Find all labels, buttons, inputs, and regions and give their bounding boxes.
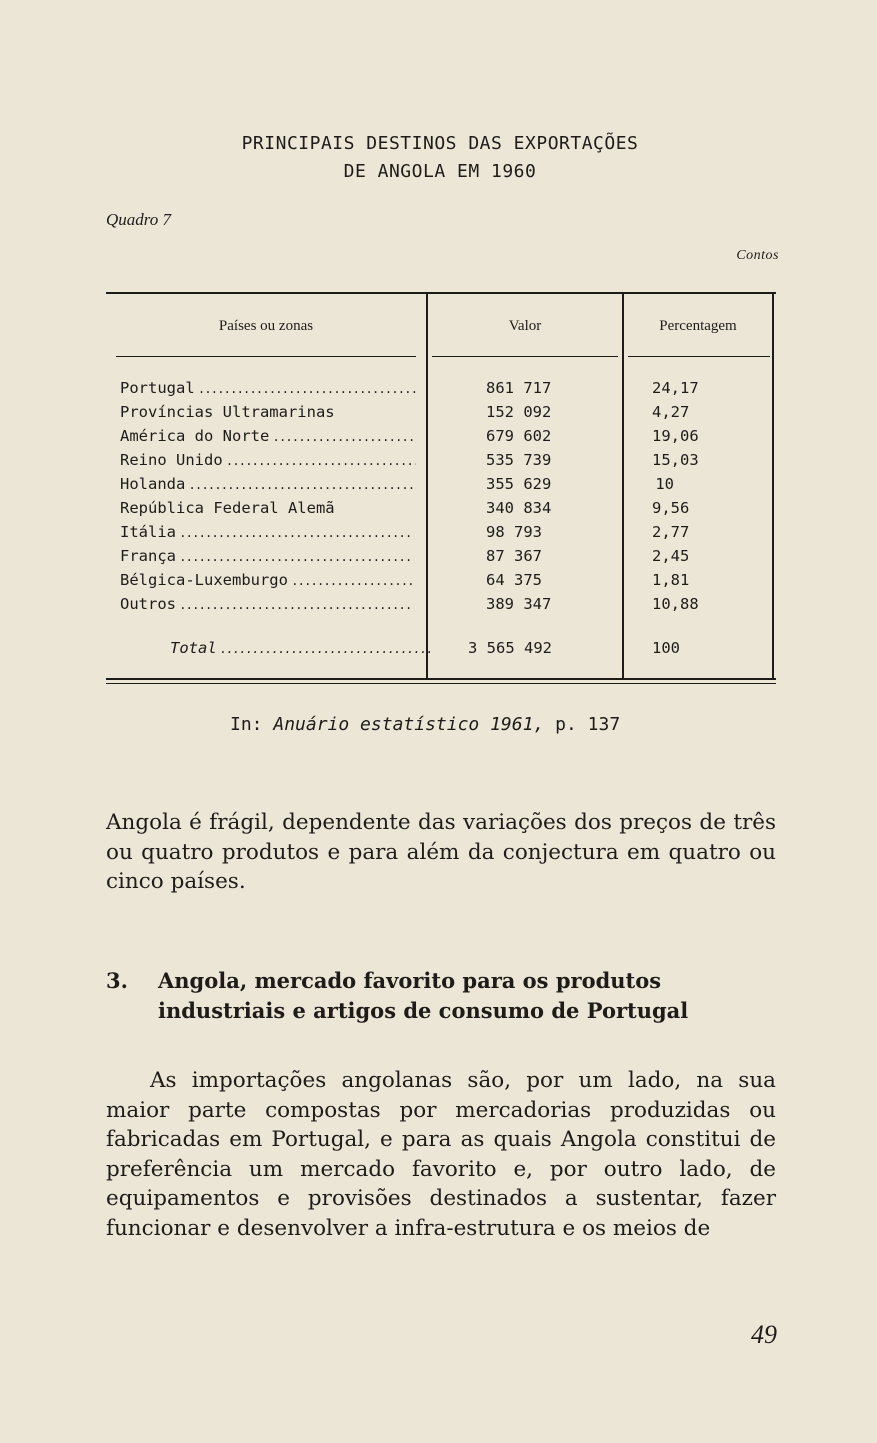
row-percentage: 2,45 [652,547,690,565]
row-country: Outros . . . [120,592,416,617]
header-sep-1 [116,356,416,357]
header-sep-2 [432,356,618,357]
row-country: Reino Unido . . . [120,448,416,473]
table-title-line1: PRINCIPAIS DESTINOS DAS EXPORTAÇÕES [241,133,639,154]
section-heading [106,966,776,1026]
header-sep-3 [628,356,770,357]
header-percentage: Percentagem [659,318,737,334]
row-country: Províncias Ultramarinas [120,403,335,421]
row-country: Bélgica-Luxemburgo . . . [120,568,416,593]
table-row [106,376,776,400]
row-percentage: 15,03 [652,451,699,469]
row-value: 535 739 [486,451,552,469]
row-value: 98 793 [486,523,542,541]
table-title-line2: DE ANGOLA EM 1960 [343,161,537,182]
section-title: Angola, mercado favorito para os produtos industriais e artigos de consumo de Portugal [158,968,689,1023]
row-value: 861 717 [486,379,552,397]
row-percentage: 24,17 [652,379,699,397]
table-source [230,714,620,735]
row-percentage: 19,06 [652,427,699,445]
row-value: 87 367 [486,547,542,565]
row-country: Portugal . . . [120,376,416,401]
quadro-label: Quadro 7 [106,210,172,229]
row-value: 64 375 [486,571,542,589]
row-value: 355 629 [486,475,552,493]
row-value: 679 602 [486,427,552,445]
total-label: Total . . . [120,636,430,661]
row-percentage: 10,88 [652,595,699,613]
table-bottom-rule [106,678,776,680]
table-title [100,130,780,186]
table-row [106,448,776,472]
row-country: República Federal Alemã [120,499,335,517]
row-percentage: 10 [655,475,674,493]
table-row [106,424,776,448]
section-number: 3. [106,968,128,993]
total-percentage: 100 [652,639,680,657]
page-number: 49 [751,1320,777,1349]
source-work: Anuário estatístico 1961, [273,714,545,735]
table-top-rule [106,292,776,294]
source-prefix: In: [230,714,263,735]
paragraph-1: Angola é frágil, dependente das variações dos preços de três ou quatro produtos e para além da conjectura em quatro ou cinco países. [106,810,776,894]
table-row [106,400,776,424]
row-percentage: 2,77 [652,523,690,541]
row-country: América do Norte . . . [120,424,416,449]
row-value: 389 347 [486,595,552,613]
total-value: 3 565 492 [468,639,552,657]
header-countries: Países ou zonas [218,318,314,334]
row-percentage: 1,81 [652,571,690,589]
source-page: p. 137 [555,714,621,735]
table-row [106,520,776,544]
row-value: 340 834 [486,499,552,517]
table-row [106,496,776,520]
row-percentage: 9,56 [652,499,690,517]
row-value: 152 092 [486,403,552,421]
table-row [106,592,776,616]
table-row [106,568,776,592]
row-country: Itália . . . [120,520,416,545]
header-value: Valor [508,318,542,334]
row-country: França . . . [120,544,416,569]
row-percentage: 4,27 [652,403,690,421]
exports-table [106,292,776,686]
table-total-row [106,636,776,660]
row-country: Holanda . . . [120,472,416,497]
unit-label: Contos [736,248,779,263]
table-row [106,544,776,568]
paragraph-2: As importações angolanas são, por um lado, na sua maior parte compostas por mercadorias produzidas ou fabricadas em Portugal, e para as quais Angola constitui de preferência um mercado favorito e, por outro lado, de equipamentos e provisões destinados a sustentar, fazer funcionar e desenvolver a infra-estrutura e os meios de [106,1068,776,1241]
table-row [106,472,776,496]
table-bottom-rule-thin [106,683,776,684]
